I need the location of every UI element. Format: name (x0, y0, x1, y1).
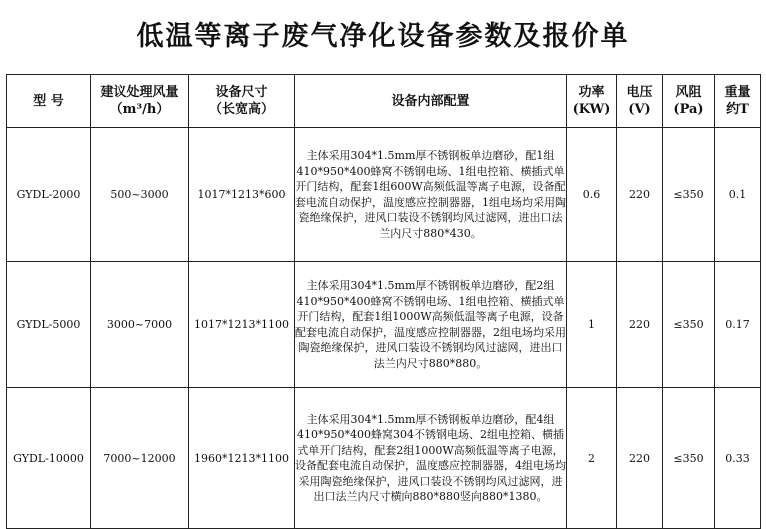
cell-airflow: 500~3000 (91, 128, 189, 262)
parameters-table (6, 74, 761, 529)
table-row (7, 128, 761, 262)
cell-size: 1017*1213*1100 (189, 262, 295, 388)
cell-resistance: ≤350 (663, 262, 715, 388)
cell-config: 主体采用304*1.5mm厚不锈钢板单边磨砂，配4组410*950*400蜂窝304不锈钢电场、2组电控箱、横插式单开门结构，配套2组1000W高频低温等离子电源，设备配套电流自动保护，温度感应控制器器，4组电场均采用陶瓷绝缘保护，进风口装设不锈钢均风过滤网，进出口法兰内尺寸横向880*880竖向880*1380。 (295, 388, 567, 529)
header-size (189, 75, 295, 128)
header-resistance (663, 75, 715, 128)
cell-config: 主体采用304*1.5mm厚不锈钢板单边磨砂，配2组410*950*400蜂窝不锈钢电场、1组电控箱、横插式单开门结构，配套1组1000W高频低温等离子电源，设备配套电流自动保护，温度感应控制器器，2组电场均采用陶瓷绝缘保护，进风口装设不锈钢均风过滤网，进出口法兰内尺寸880*880。 (295, 262, 567, 388)
header-power-line1: 功率 (578, 85, 605, 100)
cell-model: GYDL-10000 (7, 388, 91, 529)
cell-config: 主体采用304*1.5mm厚不锈钢板单边磨砂，配1组410*950*400蜂窝不锈钢电场、1组电控箱、横插式单开门结构，配套1组600W高频低温等离子电源，设备配套电流自动保护，温度感应控制器器，1组电场均采用陶瓷绝缘保护，进风口装设不锈钢均风过滤网，进出口法兰内尺寸880*430。 (295, 128, 567, 262)
header-voltage-line1: 电压 (626, 85, 653, 100)
header-model: 型 号 (7, 75, 91, 128)
header-weight-line1: 重量 (724, 85, 751, 100)
cell-power: 1 (567, 262, 617, 388)
cell-weight: 0.1 (715, 128, 761, 262)
table-row (7, 388, 761, 529)
cell-size: 1960*1213*1100 (189, 388, 295, 529)
cell-model: GYDL-2000 (7, 128, 91, 262)
header-resistance-line1: 风阻 (675, 85, 702, 100)
header-power (567, 75, 617, 128)
header-weight-line2: 约T (726, 102, 749, 117)
cell-weight: 0.33 (715, 388, 761, 529)
page-title: 低温等离子废气净化设备参数及报价单 (136, 21, 630, 52)
header-voltage-line2: (V) (628, 102, 651, 117)
cell-weight: 0.17 (715, 262, 761, 388)
cell-resistance: ≤350 (663, 128, 715, 262)
cell-power: 2 (567, 388, 617, 529)
cell-airflow: 7000~12000 (91, 388, 189, 529)
cell-voltage: 220 (617, 128, 663, 262)
header-config: 设备内部配置 (295, 75, 567, 128)
header-size-line1: 设备尺寸 (215, 85, 268, 100)
cell-size: 1017*1213*600 (189, 128, 295, 262)
header-resistance-line2: (Pa) (673, 102, 704, 117)
cell-airflow: 3000~7000 (91, 262, 189, 388)
table-header-row (7, 75, 761, 128)
cell-resistance: ≤350 (663, 388, 715, 529)
header-airflow: 建议处理风量（m³/h） (91, 75, 189, 128)
header-weight (715, 75, 761, 128)
header-voltage (617, 75, 663, 128)
cell-voltage: 220 (617, 262, 663, 388)
cell-model: GYDL-5000 (7, 262, 91, 388)
header-power-line2: (KW) (572, 102, 611, 117)
cell-voltage: 220 (617, 388, 663, 529)
table-row (7, 262, 761, 388)
cell-power: 0.6 (567, 128, 617, 262)
header-size-line2: （长宽高） (208, 102, 274, 117)
